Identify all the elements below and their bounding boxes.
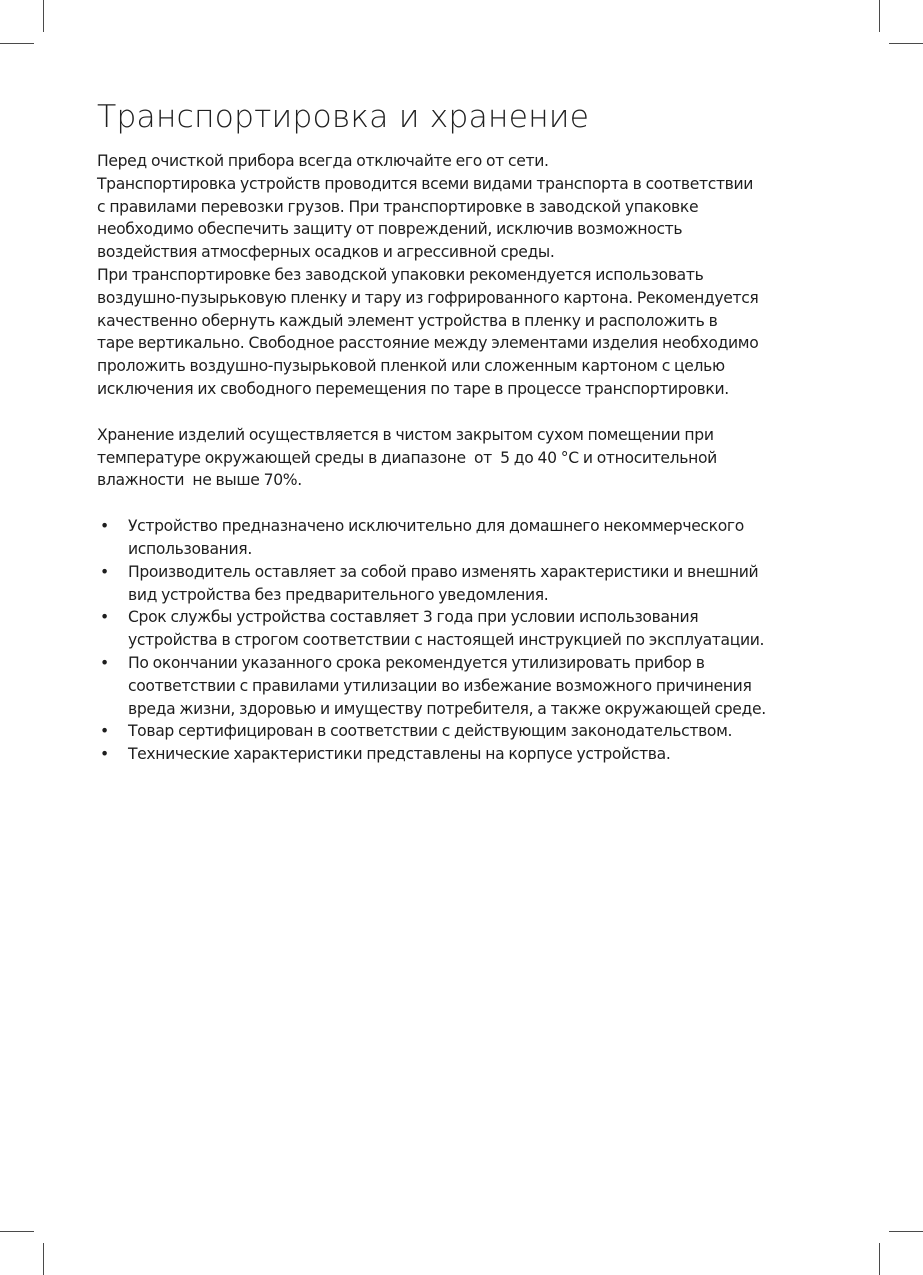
text-line: Устройство предназначено исключительно для домашнего некоммерческого	[128, 517, 744, 536]
bullet-icon: •	[100, 562, 109, 581]
list-item	[97, 515, 837, 561]
text-line: При транспортировке без заводской упаковки рекомендуется использовать	[97, 265, 704, 284]
text-line: с правилами перевозки грузов. При транспортировке в заводской упаковке	[97, 197, 699, 216]
crop-mark-bottom-left-horizontal	[0, 1231, 34, 1232]
text-line: Срок службы устройства составляет 3 года при условии использования	[128, 608, 699, 627]
text-line: Производитель оставляет за собой право изменять характеристики и внешний	[128, 562, 759, 581]
list-item	[97, 743, 837, 766]
crop-mark-top-right-horizontal	[889, 43, 923, 44]
text-line: необходимо обеспечить защиту от повреждений, исключив возможность	[97, 220, 683, 239]
text-line: Товар сертифицирован в соответствии с действующим законодательством.	[128, 722, 733, 741]
text-line: качественно обернуть каждый элемент устройства в пленку и расположить в	[97, 311, 718, 330]
crop-mark-bottom-left-vertical	[43, 1243, 44, 1275]
list-item	[97, 606, 837, 652]
text-line: воздушно-пузырьковую пленку и тару из гофрированного картона. Рекомендуется	[97, 288, 759, 307]
crop-mark-bottom-right-horizontal	[889, 1231, 923, 1232]
bullet-icon: •	[100, 745, 109, 764]
crop-mark-bottom-right-vertical	[879, 1243, 880, 1275]
text-line: воздействия атмосферных осадков и агрессивной среды.	[97, 243, 555, 262]
paragraph-gap	[97, 492, 837, 515]
crop-mark-top-left-horizontal	[0, 43, 34, 44]
paragraph-gap	[97, 401, 837, 424]
text-line: Перед очисткой прибора всегда отключайте его от сети.	[97, 152, 549, 170]
text-line: проложить воздушно-пузырьковой пленкой или сложенным картоном с целью	[97, 357, 725, 376]
text-line: По окончании указанного срока рекомендуется утилизировать прибор в	[128, 653, 705, 672]
text-line: вид устройства без предварительного уведомления.	[128, 585, 549, 604]
transport-paragraph	[97, 150, 837, 401]
list-item	[97, 561, 837, 607]
text-line: соответствии с правилами утилизации во избежание возможного причинения	[128, 676, 752, 695]
notes-list	[97, 515, 837, 766]
page-content	[97, 98, 837, 766]
text-line: использования.	[128, 539, 252, 558]
bullet-icon: •	[100, 653, 109, 672]
storage-paragraph	[97, 424, 837, 492]
bullet-icon: •	[100, 608, 109, 627]
text-line: таре вертикально. Свободное расстояние между элементами изделия необходимо	[97, 334, 759, 353]
text-line: Технические характеристики представлены на корпусе устройства.	[128, 745, 671, 764]
bullet-icon: •	[100, 517, 109, 536]
crop-mark-top-left-vertical	[43, 0, 44, 32]
bullet-icon: •	[100, 722, 109, 741]
text-line: устройства в строгом соответствии с настоящей инструкцией по эксплуатации.	[128, 631, 765, 650]
text-line: Транспортировка устройств проводится всеми видами транспорта в соответствии	[97, 174, 754, 193]
text-line: влажности не выше 70%.	[97, 471, 302, 490]
text-line: исключения их свободного перемещения по таре в процессе транспортировки.	[97, 379, 729, 398]
text-line: температуре окружающей среды в диапазоне от 5 до 40 °С и относительной	[97, 448, 717, 467]
page-title: Транспортировка и хранение	[97, 99, 590, 135]
crop-mark-top-right-vertical	[879, 0, 880, 32]
text-line: вреда жизни, здоровью и имуществу потребителя, а также окружающей среде.	[128, 699, 766, 718]
list-item	[97, 720, 837, 743]
text-line: Хранение изделий осуществляется в чистом закрытом сухом помещении при	[97, 425, 714, 444]
list-item	[97, 652, 837, 720]
